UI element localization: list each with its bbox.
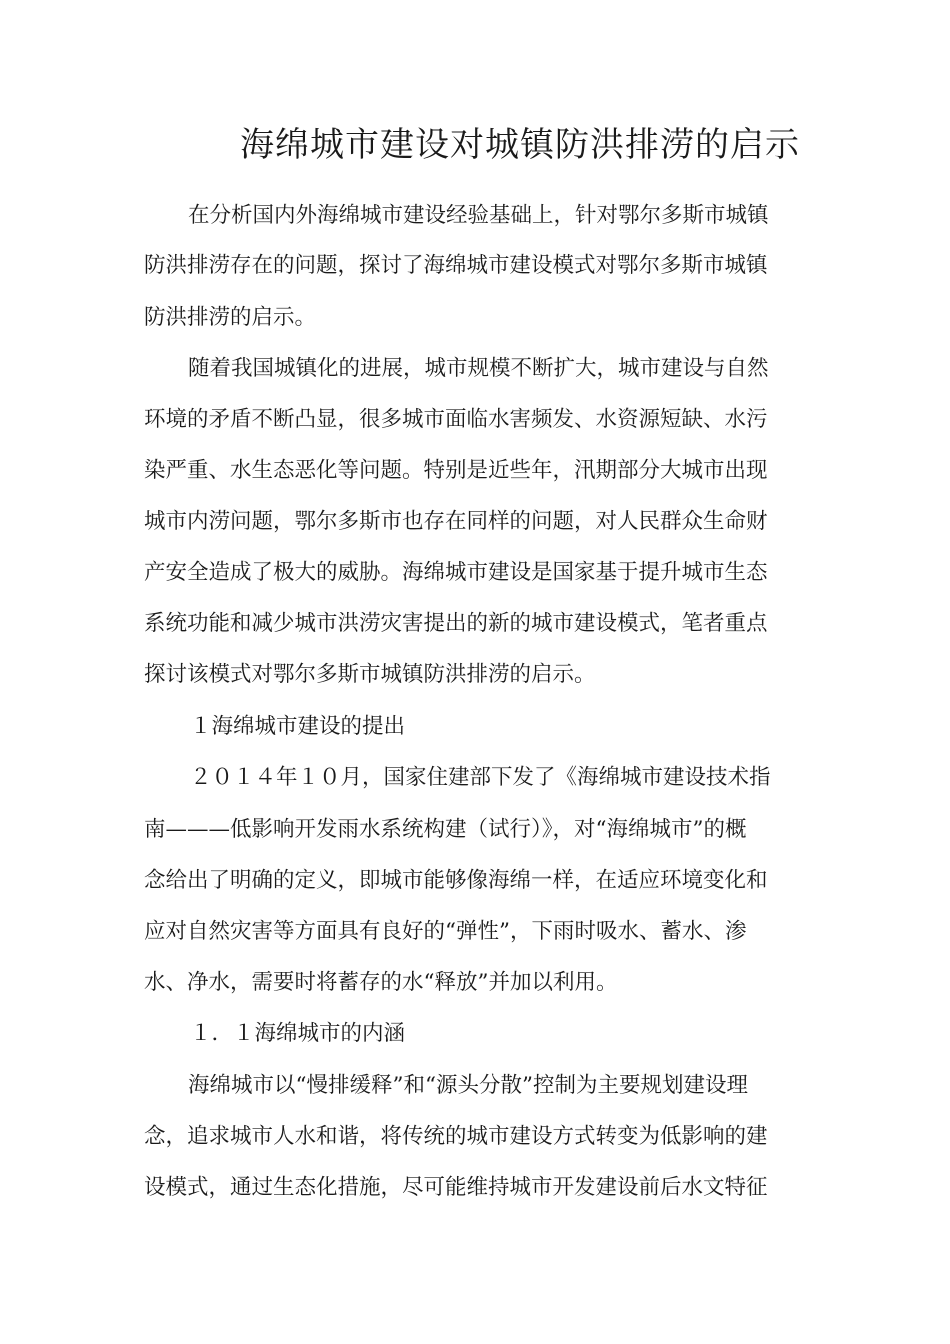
text-line: 防洪排涝的启示。 [144,305,317,330]
text-line: 南———低影响开发雨水系统构建（试行）》，对“海绵城市”的概 [144,817,747,842]
document-title: 海绵城市建设对城镇防洪排涝的启示 [240,125,800,165]
text-line: 环境的矛盾不断凸显，很多城市面临水害频发、水资源短缺、水污 [144,407,768,432]
subsection-heading: １．１海绵城市的内涵 [190,1021,406,1046]
text-line: 系统功能和减少城市洪涝灾害提出的新的城市建设模式，笔者重点 [144,611,768,636]
text-line: 水、净水，需要时将蓄存的水“释放”并加以利用。 [144,970,618,995]
text-line: 探讨该模式对鄂尔多斯市城镇防洪排涝的启示。 [144,662,596,687]
text-line: 海绵城市以“慢排缓释”和“源头分散”控制为主要规划建设理 [188,1073,748,1098]
text-line: 城市内涝问题，鄂尔多斯市也存在同样的问题，对人民群众生命财 [144,509,768,534]
text-line: 设模式，通过生态化措施，尽可能维持城市开发建设前后水文特征 [144,1175,768,1200]
text-line: 应对自然灾害等方面具有良好的“弹性”，下雨时吸水、蓄水、渗 [144,919,747,944]
text-line: 产安全造成了极大的威胁。海绵城市建设是国家基于提升城市生态 [144,560,768,585]
text-line: 染严重、水生态恶化等问题。特别是近些年，汛期部分大城市出现 [144,458,768,483]
text-line: 随着我国城镇化的进展，城市规模不断扩大，城市建设与自然 [188,356,769,381]
text-line: 念，追求城市人水和谐，将传统的城市建设方式转变为低影响的建 [144,1124,768,1149]
text-line: 在分析国内外海绵城市建设经验基础上，针对鄂尔多斯市城镇 [188,203,769,228]
text-line: ２０１４年１０月，国家住建部下发了《海绵城市建设技术指 [190,765,771,790]
text-line: 念给出了明确的定义，即城市能够像海绵一样，在适应环境变化和 [144,868,768,893]
text-line: 防洪排涝存在的问题，探讨了海绵城市建设模式对鄂尔多斯市城镇 [144,253,768,278]
section-heading: １海绵城市建设的提出 [190,714,406,739]
